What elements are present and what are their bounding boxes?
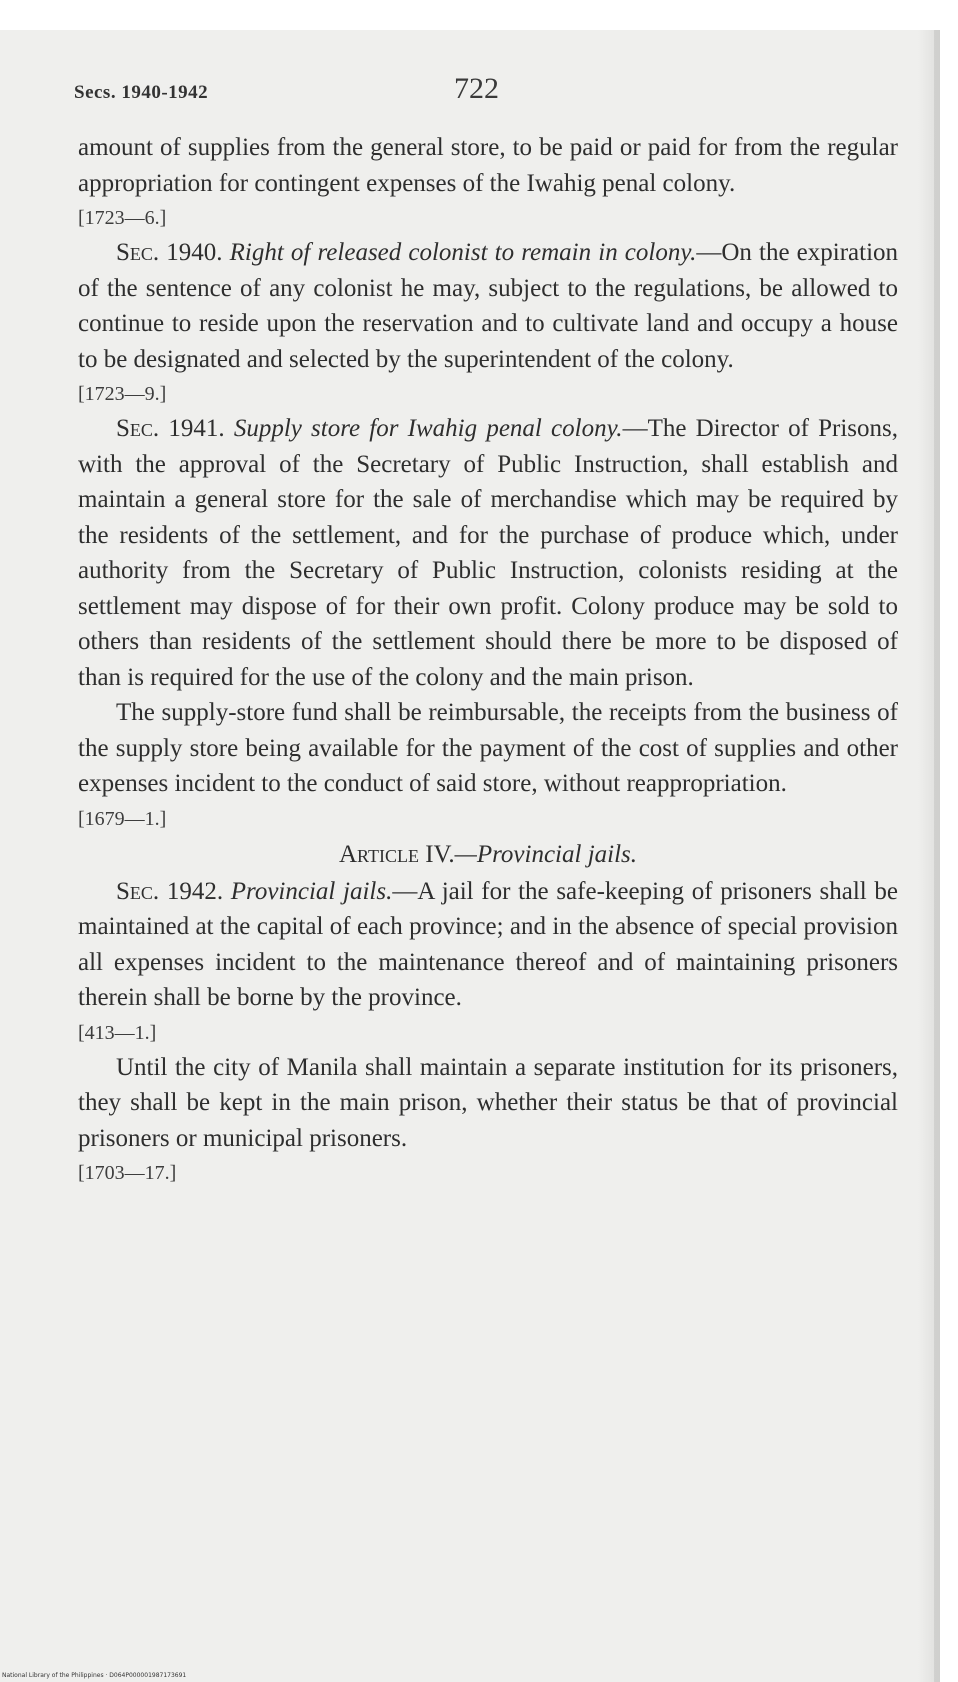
article-title: —Provincial jails. bbox=[454, 840, 638, 868]
section-title: Right of released colonist to remain in colony. bbox=[229, 239, 697, 266]
citation: [413—1.] bbox=[78, 1021, 157, 1044]
manila-paragraph: Until the city of Manila shall maintain a separate institution for its prisoners, they shall be kept in the main prison, whether their status be that of provincial prisoners or municipal prisoners. bbox=[78, 1053, 898, 1152]
citation: [1703—17.] bbox=[78, 1162, 177, 1184]
section-label: Sec. 1941. bbox=[116, 415, 225, 442]
citation: [1723—9.] bbox=[78, 383, 167, 405]
page-header bbox=[74, 72, 904, 112]
section-1941-paragraph-2: The supply-store fund shall be reimbursable, the receipts from the business of the supply store being available for the payment of the cost of supplies and other expenses incident to the conduct of said store, without reappropriation. bbox=[78, 699, 898, 797]
section-label: Sec. 1940. bbox=[116, 239, 223, 266]
citation: [1723—6.] bbox=[78, 207, 167, 229]
section-text: —The Director of Prisons, with the approval of the Secretary of Public Instruction, shall establish and maintain a general store for the sale of merchandise which may be required by the residents of the settlement, and for the purchase of produce which, under authority from the Secretary of Public Instruction, colonists residing at the settlement may dispose of for their own profit. Colony produce may be sold to others than residents of the settlement should there be more to be disposed of than is required for the use of the colony and the main prison. bbox=[78, 415, 899, 691]
article-heading bbox=[78, 836, 898, 874]
citation: [1679—1.] bbox=[78, 807, 167, 830]
section-text: —On the expiration of the sentence of any colonist he may, subject to the regulations, be allowed to continue to reside upon the reservation and to cultivate land and occupy a house to be designated and selected by the superintendent of the colony. bbox=[78, 239, 899, 373]
page-body bbox=[78, 130, 898, 1190]
continuation-paragraph: amount of supplies from the general store, to be paid or paid for from the regular appropriation for contingent expenses of the Iwahig penal colony. bbox=[78, 134, 898, 197]
section-1942 bbox=[78, 874, 898, 1016]
article-label: Article IV. bbox=[338, 840, 455, 868]
page-number: 722 bbox=[454, 72, 499, 105]
section-title: Provincial jails. bbox=[230, 877, 393, 905]
section-title: Supply store for Iwahig penal colony. bbox=[233, 415, 623, 442]
running-head: Secs. 1940-1942 bbox=[74, 82, 209, 103]
section-1941 bbox=[78, 411, 898, 695]
section-text: —A jail for the safe-keeping of prisoners shall be maintained at the capital of each province; and in the absence of special provision all expenses incident to the maintenance thereof and of maintaining prisoners therein shall be borne by the province. bbox=[78, 877, 898, 1011]
source-footer: National Library of the Philippines · D064P000001987173691 bbox=[2, 1672, 187, 1679]
section-label: Sec. 1942. bbox=[116, 877, 224, 905]
section-1940 bbox=[78, 235, 898, 377]
